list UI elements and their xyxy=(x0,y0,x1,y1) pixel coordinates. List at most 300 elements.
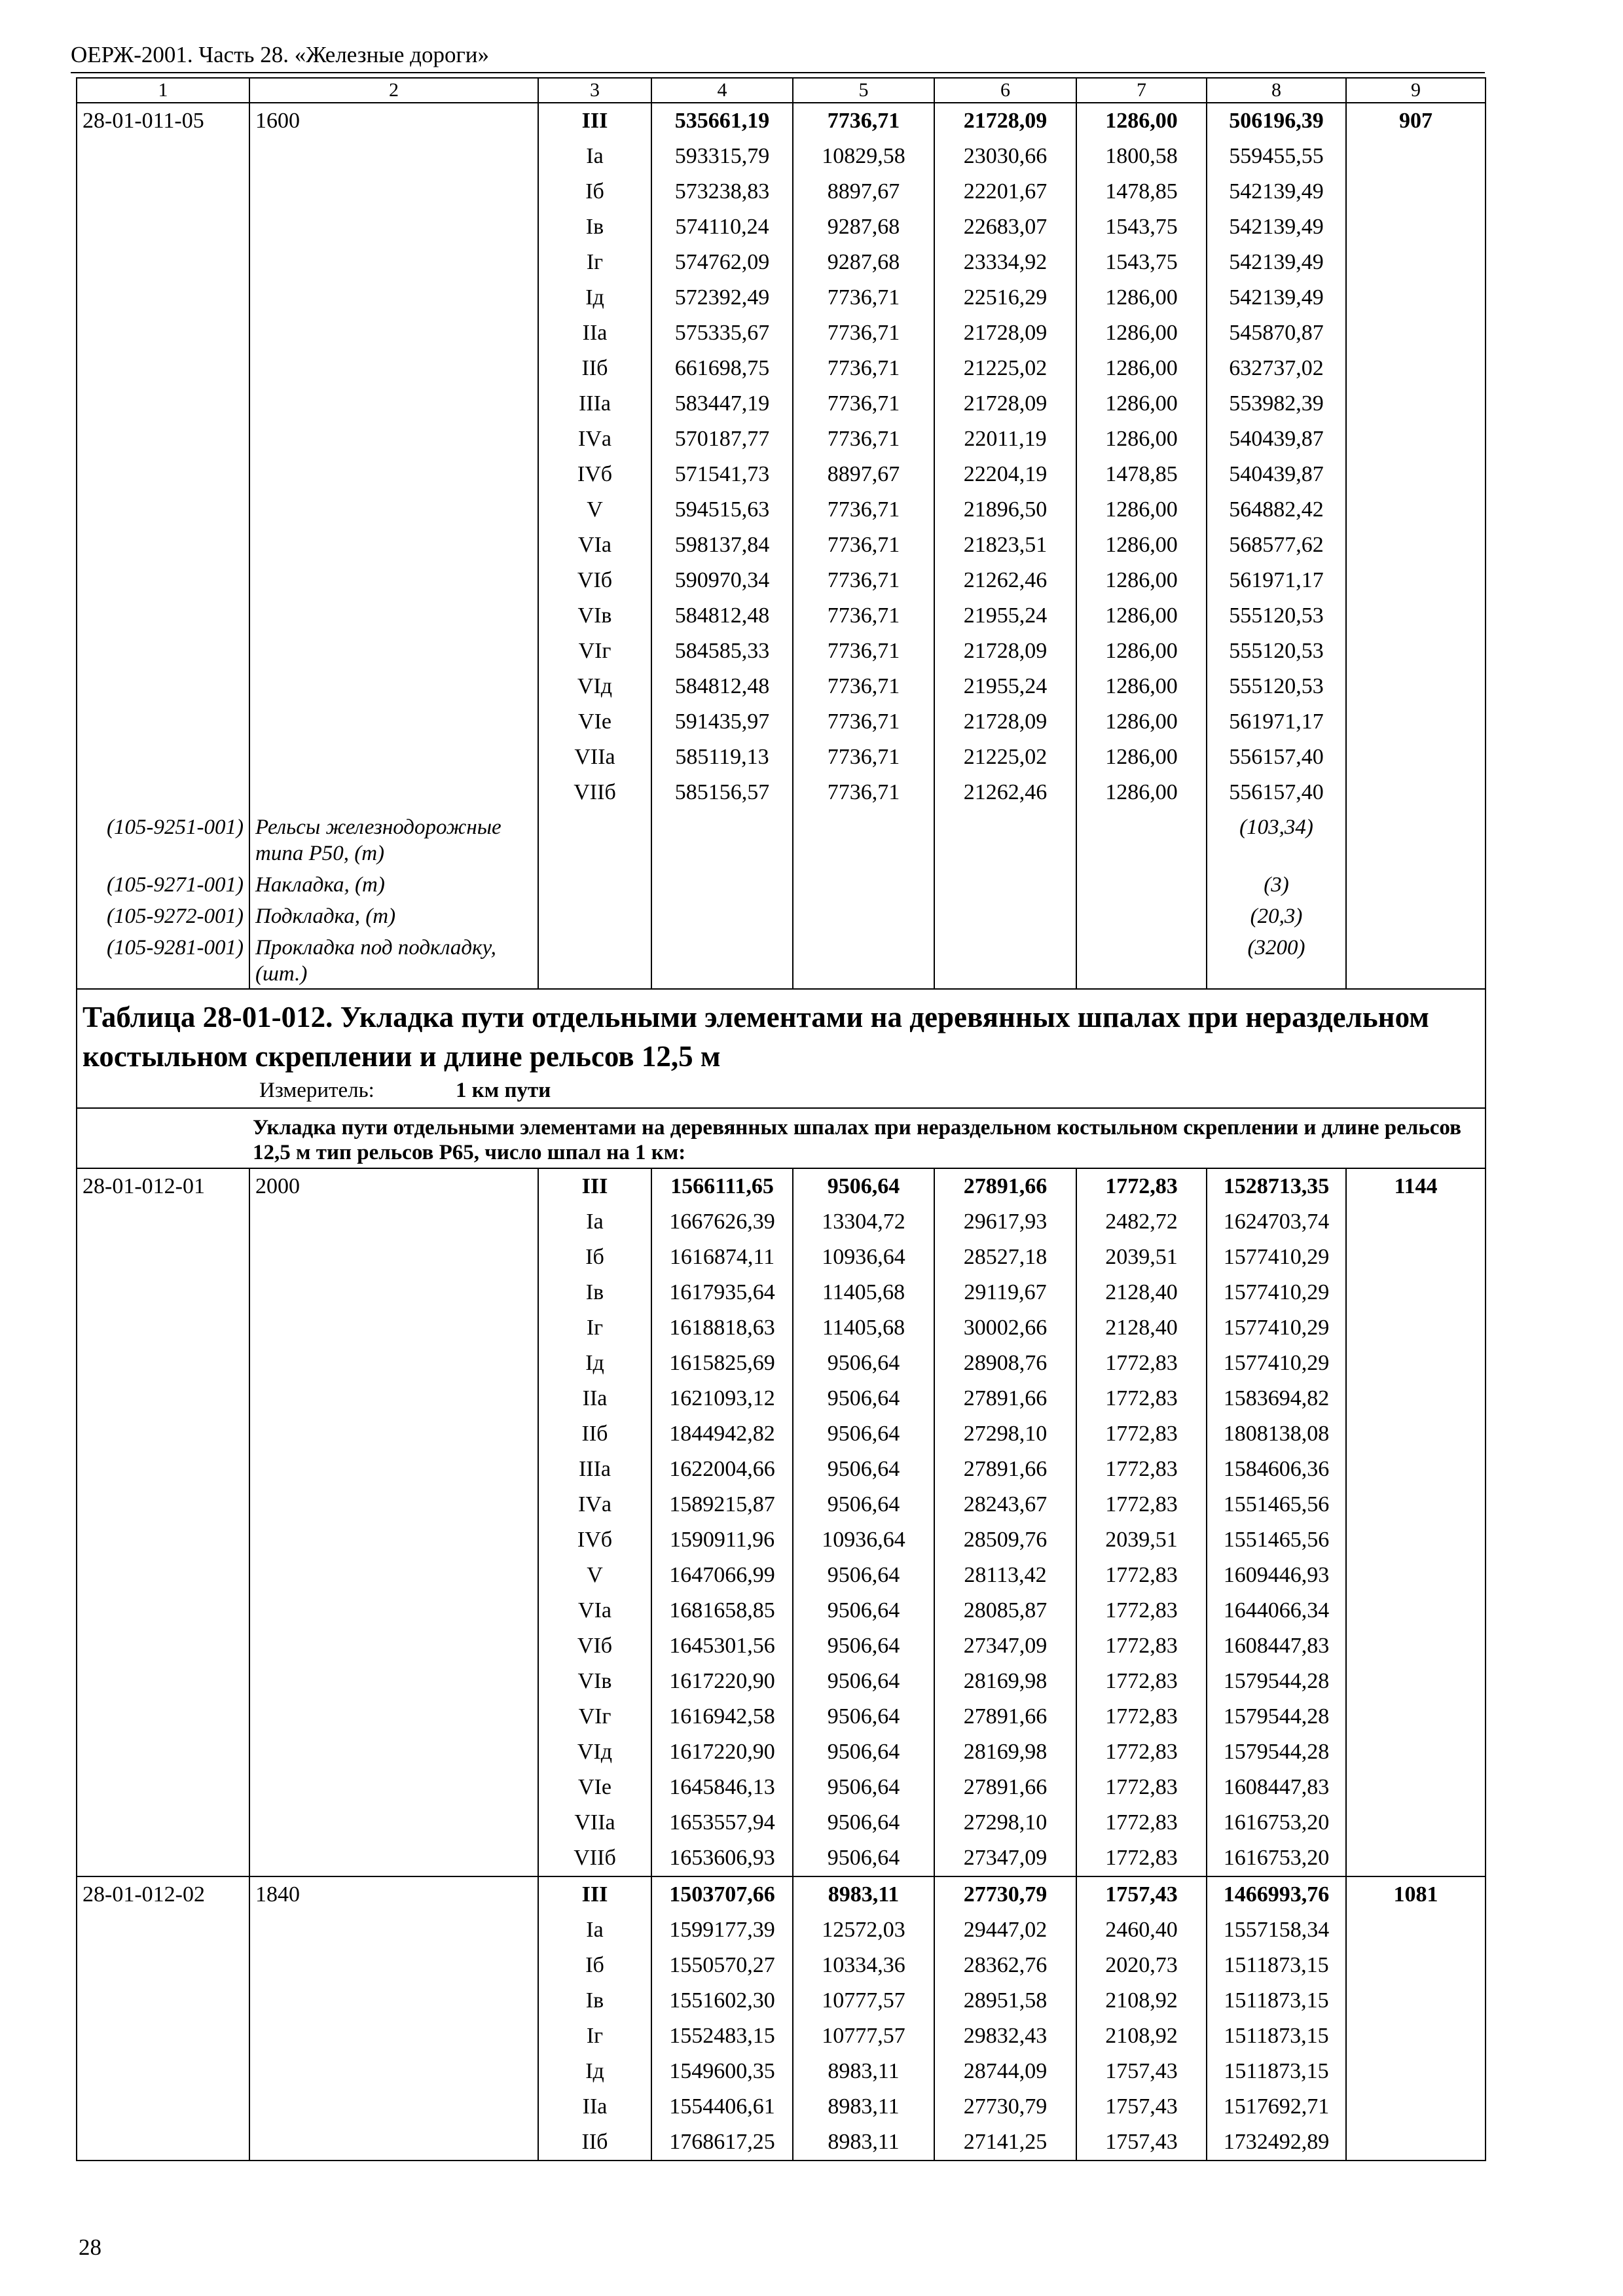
value-cell: 7736,71 xyxy=(793,103,934,139)
value-cell: 556157,40 xyxy=(1207,775,1346,810)
value-cell: 1772,83 xyxy=(1076,1346,1207,1381)
value-cell: 1772,83 xyxy=(1076,1805,1207,1840)
resource-code: (105-9251-001) xyxy=(77,810,249,868)
rate-code xyxy=(77,2089,249,2125)
zone-cell: VIе xyxy=(538,1770,651,1805)
rate-parameter xyxy=(249,174,538,209)
value-cell: 1590911,96 xyxy=(651,1522,793,1558)
rate-code xyxy=(77,598,249,634)
rate-parameter xyxy=(249,1416,538,1452)
value-cell: 1617935,64 xyxy=(651,1275,793,1310)
value-cell: 2039,51 xyxy=(1076,1240,1207,1275)
value-cell: 1549600,35 xyxy=(651,2054,793,2089)
table-title-row xyxy=(77,989,1486,1108)
rate-code xyxy=(77,1558,249,1593)
value-cell: 1511873,15 xyxy=(1207,1948,1346,1983)
value-cell: 9506,64 xyxy=(793,1664,934,1699)
rate-parameter xyxy=(249,528,538,563)
value-cell: 1644066,34 xyxy=(1207,1593,1346,1628)
value-cell: 584812,48 xyxy=(651,669,793,704)
value-cell: 29832,43 xyxy=(934,2018,1076,2054)
value-cell: 7736,71 xyxy=(793,704,934,740)
rate-code xyxy=(77,2125,249,2161)
value-cell: 9506,64 xyxy=(793,1452,934,1487)
rate-code xyxy=(77,1204,249,1240)
resource-name: Прокладка под подкладку, (шт.) xyxy=(249,931,538,989)
value-cell: 1286,00 xyxy=(1076,634,1207,669)
rate-code xyxy=(77,2054,249,2089)
rate-parameter xyxy=(249,1948,538,1983)
value-cell: 9506,64 xyxy=(793,1593,934,1628)
last-col-cell: 1081 xyxy=(1346,1876,1486,1912)
table-row xyxy=(77,1699,1486,1734)
zone-cell: VIIа xyxy=(538,740,651,775)
rate-parameter xyxy=(249,1558,538,1593)
value-cell: 8983,11 xyxy=(793,2054,934,2089)
value-cell: 22204,19 xyxy=(934,457,1076,492)
table-row xyxy=(77,280,1486,315)
value-cell: 1543,75 xyxy=(1076,209,1207,245)
rate-parameter: 2000 xyxy=(249,1168,538,1204)
table-row xyxy=(77,1805,1486,1840)
resource-name: Рельсы железнодорожные типа Р50, (т) xyxy=(249,810,538,868)
value-cell: 585156,57 xyxy=(651,775,793,810)
value-cell: 584585,33 xyxy=(651,634,793,669)
value-cell: 8983,11 xyxy=(793,2125,934,2161)
value-cell: 556157,40 xyxy=(1207,740,1346,775)
value-cell: 1757,43 xyxy=(1076,1876,1207,1912)
resource-qty: (103,34) xyxy=(1207,810,1346,868)
value-cell: 1557158,34 xyxy=(1207,1912,1346,1948)
empty-cell xyxy=(538,899,651,931)
value-cell: 8983,11 xyxy=(793,1876,934,1912)
value-cell: 561971,17 xyxy=(1207,704,1346,740)
empty-cell xyxy=(934,868,1076,899)
value-cell: 1772,83 xyxy=(1076,1168,1207,1204)
value-cell: 21225,02 xyxy=(934,351,1076,386)
value-cell: 1286,00 xyxy=(1076,315,1207,351)
rate-code xyxy=(77,634,249,669)
rate-code xyxy=(77,492,249,528)
value-cell: 8983,11 xyxy=(793,2089,934,2125)
table-row xyxy=(77,1487,1486,1522)
value-cell: 574110,24 xyxy=(651,209,793,245)
value-cell: 21728,09 xyxy=(934,634,1076,669)
value-cell: 27347,09 xyxy=(934,1840,1076,1876)
value-cell: 9287,68 xyxy=(793,245,934,280)
value-cell: 1478,85 xyxy=(1076,174,1207,209)
last-col-cell xyxy=(1346,1240,1486,1275)
rate-parameter xyxy=(249,422,538,457)
zone-cell: III xyxy=(538,1876,651,1912)
zone-cell: Iд xyxy=(538,280,651,315)
value-cell: 1616874,11 xyxy=(651,1240,793,1275)
table-row xyxy=(77,422,1486,457)
empty-cell xyxy=(538,868,651,899)
rate-code xyxy=(77,704,249,740)
value-cell: 1608447,83 xyxy=(1207,1770,1346,1805)
table-subtitle-row xyxy=(77,1108,1486,1168)
last-col-cell xyxy=(1346,386,1486,422)
rate-code xyxy=(77,1805,249,1840)
value-cell: 11405,68 xyxy=(793,1275,934,1310)
empty-cell xyxy=(538,810,651,868)
value-cell: 1772,83 xyxy=(1076,1840,1207,1876)
resource-qty: (3200) xyxy=(1207,931,1346,989)
zone-cell: VIа xyxy=(538,528,651,563)
last-col-cell xyxy=(1346,1487,1486,1522)
rate-parameter xyxy=(249,1628,538,1664)
rate-parameter xyxy=(249,598,538,634)
value-cell: 1617220,90 xyxy=(651,1734,793,1770)
value-cell: 1551602,30 xyxy=(651,1983,793,2018)
rate-parameter xyxy=(249,1204,538,1240)
value-cell: 542139,49 xyxy=(1207,174,1346,209)
value-cell: 9506,64 xyxy=(793,1381,934,1416)
value-cell: 7736,71 xyxy=(793,563,934,598)
table-row xyxy=(77,1275,1486,1310)
zone-cell: VIв xyxy=(538,1664,651,1699)
table-row xyxy=(77,1948,1486,1983)
table-row xyxy=(77,492,1486,528)
value-cell: 1286,00 xyxy=(1076,704,1207,740)
value-cell: 1732492,89 xyxy=(1207,2125,1346,2161)
value-cell: 7736,71 xyxy=(793,669,934,704)
rate-parameter xyxy=(249,1346,538,1381)
column-number: 3 xyxy=(538,78,651,103)
table-row xyxy=(77,1734,1486,1770)
value-cell: 28169,98 xyxy=(934,1734,1076,1770)
value-cell: 10334,36 xyxy=(793,1948,934,1983)
rate-code xyxy=(77,457,249,492)
last-col-cell xyxy=(1346,457,1486,492)
value-cell: 1286,00 xyxy=(1076,740,1207,775)
value-cell: 542139,49 xyxy=(1207,209,1346,245)
table-row xyxy=(77,1558,1486,1593)
zone-cell: VIIа xyxy=(538,1805,651,1840)
value-cell: 29447,02 xyxy=(934,1912,1076,1948)
measure-value: 1 км пути xyxy=(456,1079,551,1102)
value-cell: 23030,66 xyxy=(934,139,1076,174)
rate-code xyxy=(77,1699,249,1734)
value-cell: 2039,51 xyxy=(1076,1522,1207,1558)
rate-parameter xyxy=(249,280,538,315)
zone-cell: IIа xyxy=(538,315,651,351)
empty-cell xyxy=(793,899,934,931)
value-cell: 564882,42 xyxy=(1207,492,1346,528)
value-cell: 1478,85 xyxy=(1076,457,1207,492)
rates-table xyxy=(76,77,1486,2161)
empty-cell xyxy=(651,810,793,868)
rate-parameter xyxy=(249,351,538,386)
value-cell: 21823,51 xyxy=(934,528,1076,563)
value-cell: 1551465,56 xyxy=(1207,1487,1346,1522)
table-row xyxy=(77,669,1486,704)
value-cell: 570187,77 xyxy=(651,422,793,457)
empty-cell xyxy=(651,931,793,989)
table-row xyxy=(77,1664,1486,1699)
zone-cell: VIIб xyxy=(538,775,651,810)
rate-code xyxy=(77,1487,249,1522)
value-cell: 1616942,58 xyxy=(651,1699,793,1734)
value-cell: 1772,83 xyxy=(1076,1452,1207,1487)
rate-code xyxy=(77,528,249,563)
last-col-cell xyxy=(1346,1346,1486,1381)
value-cell: 1808138,08 xyxy=(1207,1416,1346,1452)
value-cell: 1551465,56 xyxy=(1207,1522,1346,1558)
value-cell: 27298,10 xyxy=(934,1416,1076,1452)
value-cell: 21955,24 xyxy=(934,669,1076,704)
value-cell: 30002,66 xyxy=(934,1310,1076,1346)
last-col-cell xyxy=(1346,1593,1486,1628)
value-cell: 2108,92 xyxy=(1076,2018,1207,2054)
value-cell: 21896,50 xyxy=(934,492,1076,528)
table-row xyxy=(77,1770,1486,1805)
value-cell: 7736,71 xyxy=(793,422,934,457)
value-cell: 28169,98 xyxy=(934,1664,1076,1699)
value-cell: 1286,00 xyxy=(1076,386,1207,422)
table-row xyxy=(77,209,1486,245)
rate-code xyxy=(77,315,249,351)
value-cell: 1577410,29 xyxy=(1207,1240,1346,1275)
empty-cell xyxy=(793,868,934,899)
last-col-cell xyxy=(1346,2018,1486,2054)
value-cell: 1503707,66 xyxy=(651,1876,793,1912)
column-number: 8 xyxy=(1207,78,1346,103)
zone-cell: Iб xyxy=(538,1240,651,1275)
last-col-cell xyxy=(1346,528,1486,563)
table-row xyxy=(77,103,1486,139)
value-cell: 7736,71 xyxy=(793,386,934,422)
empty-cell xyxy=(1076,868,1207,899)
rate-code xyxy=(77,1416,249,1452)
value-cell: 21225,02 xyxy=(934,740,1076,775)
value-cell: 22201,67 xyxy=(934,174,1076,209)
value-cell: 540439,87 xyxy=(1207,422,1346,457)
rate-parameter xyxy=(249,2054,538,2089)
value-cell: 27891,66 xyxy=(934,1452,1076,1487)
rate-code: 28-01-012-02 xyxy=(77,1876,249,1912)
empty-cell xyxy=(1076,810,1207,868)
value-cell: 22516,29 xyxy=(934,280,1076,315)
last-col-cell xyxy=(1346,1912,1486,1948)
value-cell: 1772,83 xyxy=(1076,1664,1207,1699)
rate-code: 28-01-011-05 xyxy=(77,103,249,139)
last-col-cell xyxy=(1346,1983,1486,2018)
table-row xyxy=(77,2089,1486,2125)
value-cell: 9506,64 xyxy=(793,1734,934,1770)
last-col-cell xyxy=(1346,1416,1486,1452)
value-cell: 1517692,71 xyxy=(1207,2089,1346,2125)
value-cell: 7736,71 xyxy=(793,740,934,775)
last-col-cell xyxy=(1346,740,1486,775)
rate-parameter xyxy=(249,2125,538,2161)
value-cell: 27141,25 xyxy=(934,2125,1076,2161)
value-cell: 545870,87 xyxy=(1207,315,1346,351)
value-cell: 1286,00 xyxy=(1076,280,1207,315)
rate-code xyxy=(77,1381,249,1416)
value-cell: 7736,71 xyxy=(793,280,934,315)
table-row xyxy=(77,1416,1486,1452)
value-cell: 585119,13 xyxy=(651,740,793,775)
last-col-cell xyxy=(1346,1805,1486,1840)
last-col-cell xyxy=(1346,1381,1486,1416)
zone-cell: VIд xyxy=(538,669,651,704)
last-col-cell xyxy=(1346,1628,1486,1664)
value-cell: 7736,71 xyxy=(793,775,934,810)
last-col-cell xyxy=(1346,245,1486,280)
value-cell: 1286,00 xyxy=(1076,422,1207,457)
value-cell: 540439,87 xyxy=(1207,457,1346,492)
value-cell: 1466993,76 xyxy=(1207,1876,1346,1912)
rate-code xyxy=(77,1664,249,1699)
value-cell: 1577410,29 xyxy=(1207,1310,1346,1346)
value-cell: 1624703,74 xyxy=(1207,1204,1346,1240)
value-cell: 1286,00 xyxy=(1076,351,1207,386)
rate-code xyxy=(77,1452,249,1487)
rate-parameter xyxy=(249,1452,538,1487)
value-cell: 28243,67 xyxy=(934,1487,1076,1522)
rate-parameter: 1600 xyxy=(249,103,538,139)
zone-cell: Iв xyxy=(538,1275,651,1310)
resource-name: Накладка, (т) xyxy=(249,868,538,899)
value-cell: 7736,71 xyxy=(793,351,934,386)
empty-cell xyxy=(934,899,1076,931)
last-col-cell xyxy=(1346,2125,1486,2161)
value-cell: 27347,09 xyxy=(934,1628,1076,1664)
value-cell: 1681658,85 xyxy=(651,1593,793,1628)
value-cell: 13304,72 xyxy=(793,1204,934,1240)
value-cell: 10936,64 xyxy=(793,1522,934,1558)
value-cell: 575335,67 xyxy=(651,315,793,351)
table-row xyxy=(77,1912,1486,1948)
table-row xyxy=(77,1310,1486,1346)
zone-cell: Iд xyxy=(538,1346,651,1381)
value-cell: 21262,46 xyxy=(934,563,1076,598)
table-row xyxy=(77,1452,1486,1487)
zone-cell: VIIб xyxy=(538,1840,651,1876)
value-cell: 1577410,29 xyxy=(1207,1346,1346,1381)
rate-parameter xyxy=(249,2018,538,2054)
value-cell: 10936,64 xyxy=(793,1240,934,1275)
table-row xyxy=(77,1593,1486,1628)
rate-code xyxy=(77,1275,249,1310)
value-cell: 22011,19 xyxy=(934,422,1076,457)
resource-code: (105-9271-001) xyxy=(77,868,249,899)
value-cell: 2460,40 xyxy=(1076,1912,1207,1948)
table-row xyxy=(77,351,1486,386)
table-row xyxy=(77,139,1486,174)
value-cell: 7736,71 xyxy=(793,492,934,528)
last-col-cell xyxy=(1346,1664,1486,1699)
value-cell: 1757,43 xyxy=(1076,2125,1207,2161)
value-cell: 632737,02 xyxy=(1207,351,1346,386)
value-cell: 27298,10 xyxy=(934,1805,1076,1840)
rate-parameter xyxy=(249,1487,538,1522)
last-col-cell xyxy=(1346,1770,1486,1805)
last-col-cell xyxy=(1346,669,1486,704)
value-cell: 559455,55 xyxy=(1207,139,1346,174)
rate-parameter xyxy=(249,139,538,174)
zone-cell: VIг xyxy=(538,634,651,669)
value-cell: 1608447,83 xyxy=(1207,1628,1346,1664)
value-cell: 1768617,25 xyxy=(651,2125,793,2161)
value-cell: 1772,83 xyxy=(1076,1416,1207,1452)
rate-code xyxy=(77,422,249,457)
empty-cell xyxy=(1346,810,1486,868)
rate-code: 28-01-012-01 xyxy=(77,1168,249,1204)
rate-code xyxy=(77,1628,249,1664)
rate-code xyxy=(77,1734,249,1770)
zone-cell: VIг xyxy=(538,1699,651,1734)
resource-code: (105-9272-001) xyxy=(77,899,249,931)
table-row xyxy=(77,1983,1486,2018)
zone-cell: Iг xyxy=(538,2018,651,2054)
value-cell: 591435,97 xyxy=(651,704,793,740)
value-cell: 1589215,87 xyxy=(651,1487,793,1522)
last-col-cell xyxy=(1346,351,1486,386)
rate-parameter xyxy=(249,492,538,528)
table-row xyxy=(77,2018,1486,2054)
rate-code xyxy=(77,1310,249,1346)
table-row xyxy=(77,2125,1486,2161)
empty-cell xyxy=(934,810,1076,868)
value-cell: 1800,58 xyxy=(1076,139,1207,174)
zone-cell: Iб xyxy=(538,1948,651,1983)
last-col-cell xyxy=(1346,1699,1486,1734)
value-cell: 1286,00 xyxy=(1076,775,1207,810)
rate-code xyxy=(77,245,249,280)
zone-cell: Iг xyxy=(538,245,651,280)
column-number: 4 xyxy=(651,78,793,103)
rate-parameter xyxy=(249,1840,538,1876)
rate-code xyxy=(77,1770,249,1805)
last-col-cell xyxy=(1346,139,1486,174)
value-cell: 1577410,29 xyxy=(1207,1275,1346,1310)
value-cell: 10777,57 xyxy=(793,1983,934,2018)
value-cell: 1552483,15 xyxy=(651,2018,793,2054)
table-row xyxy=(77,1522,1486,1558)
rate-code xyxy=(77,351,249,386)
value-cell: 27891,66 xyxy=(934,1168,1076,1204)
table-row xyxy=(77,174,1486,209)
last-col-cell xyxy=(1346,2089,1486,2125)
last-col-cell xyxy=(1346,1310,1486,1346)
table-row xyxy=(77,1168,1486,1204)
zone-cell: V xyxy=(538,1558,651,1593)
value-cell: 27891,66 xyxy=(934,1381,1076,1416)
value-cell: 1645301,56 xyxy=(651,1628,793,1664)
value-cell: 21955,24 xyxy=(934,598,1076,634)
zone-cell: Iд xyxy=(538,2054,651,2089)
value-cell: 1621093,12 xyxy=(651,1381,793,1416)
zone-cell: IVа xyxy=(538,1487,651,1522)
zone-cell: Iв xyxy=(538,209,651,245)
value-cell: 553982,39 xyxy=(1207,386,1346,422)
table-subtitle: Укладка пути отдельными элементами на деревянных шпалах при нераздельном костыльном скреплении и длине рельсов 12,5 м тип рельсов Р65, число шпал на 1 км: xyxy=(77,1108,1486,1168)
measure-label: Измеритель: xyxy=(259,1079,374,1102)
rate-parameter xyxy=(249,315,538,351)
value-cell: 573238,83 xyxy=(651,174,793,209)
rate-code xyxy=(77,174,249,209)
value-cell: 9506,64 xyxy=(793,1805,934,1840)
last-col-cell xyxy=(1346,1452,1486,1487)
resource-row xyxy=(77,931,1486,989)
zone-cell: VIб xyxy=(538,1628,651,1664)
last-col-cell xyxy=(1346,315,1486,351)
last-col-cell xyxy=(1346,422,1486,457)
rate-code xyxy=(77,1593,249,1628)
